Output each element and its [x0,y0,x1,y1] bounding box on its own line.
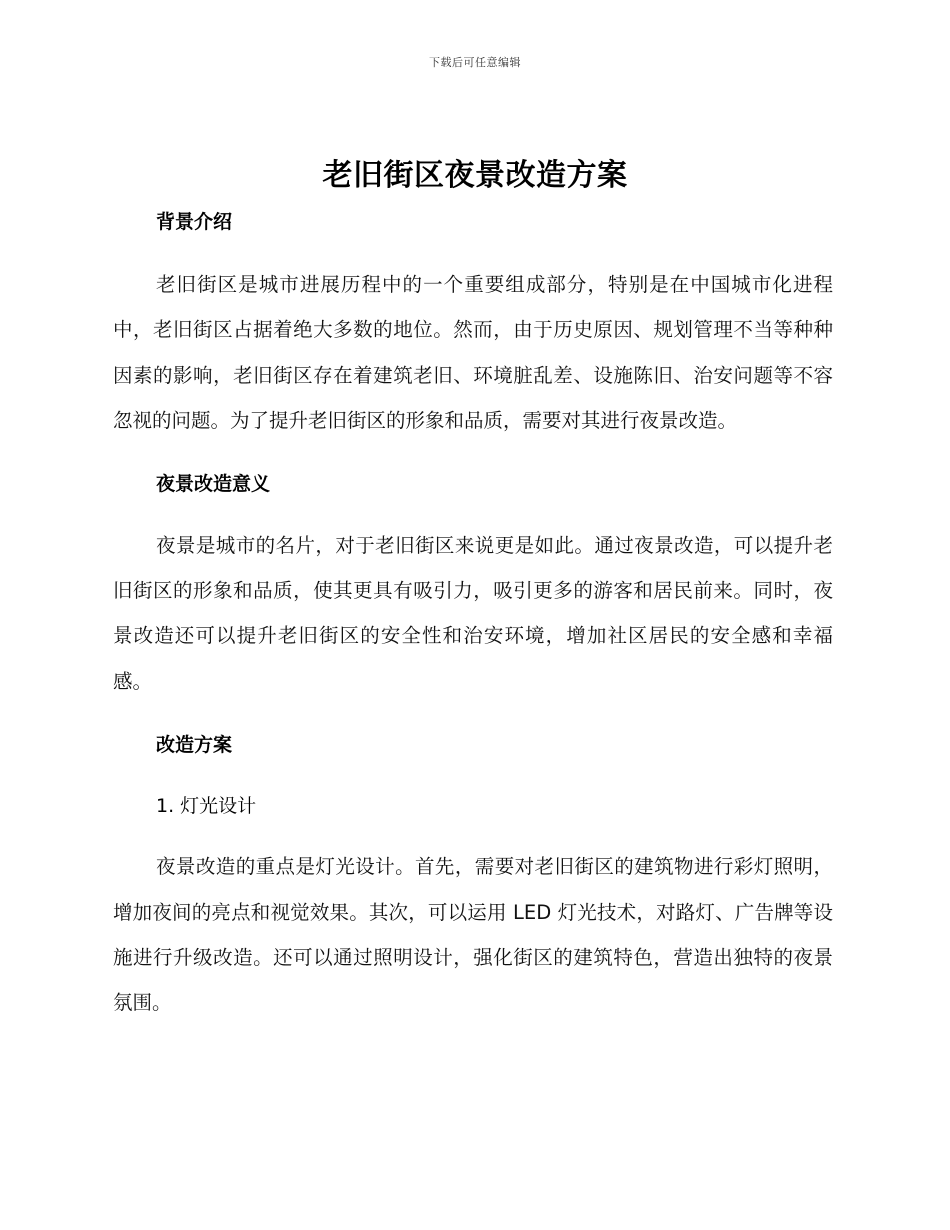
heading-significance: 夜景改造意义 [156,472,271,495]
heading-background: 背景介绍 [156,211,233,233]
paragraph-significance: 夜景是城市的名片，对于老旧街区来说更是如此。通过夜景改造，可以提升老旧街区的形象和品质，使其更具有吸引力，吸引更多的游客和居民前来。同时，夜景改造还可以提升老旧街区的安全性和治安环境，增加社区居民的安全感和幸福感。 [113,533,833,693]
document-title: 老旧街区夜景改造方案 [322,158,628,193]
heading-lighting-design: 1. 灯光设计 [156,795,257,818]
paragraph-background: 老旧街区是城市进展历程中的一个重要组成部分，特别是在中国城市化进程中，老旧街区占据着绝大多数的地位。然而，由于历史原因、规划管理不当等种种因素的影响，老旧街区存在着建筑老旧、环境脏乱差、设施陈旧、治安问题等不容忽视的问题。为了提升老旧街区的形象和品质，需要对其进行夜景改造。 [113,273,833,433]
document-body [113,205,833,1026]
paragraph-lighting-design: 夜景改造的重点是灯光设计。首先，需要对老旧街区的建筑物进行彩灯照明，增加夜间的亮点和视觉效果。其次，可以运用 LED 灯光技术，对路灯、广告牌等设施进行升级改造。还可以通过照明设计，强化街区的建筑特色，营造出独特的夜景氛围。 [113,855,833,1015]
heading-plan: 改造方案 [156,734,233,757]
header-note: 下载后可任意编辑 [429,56,521,69]
